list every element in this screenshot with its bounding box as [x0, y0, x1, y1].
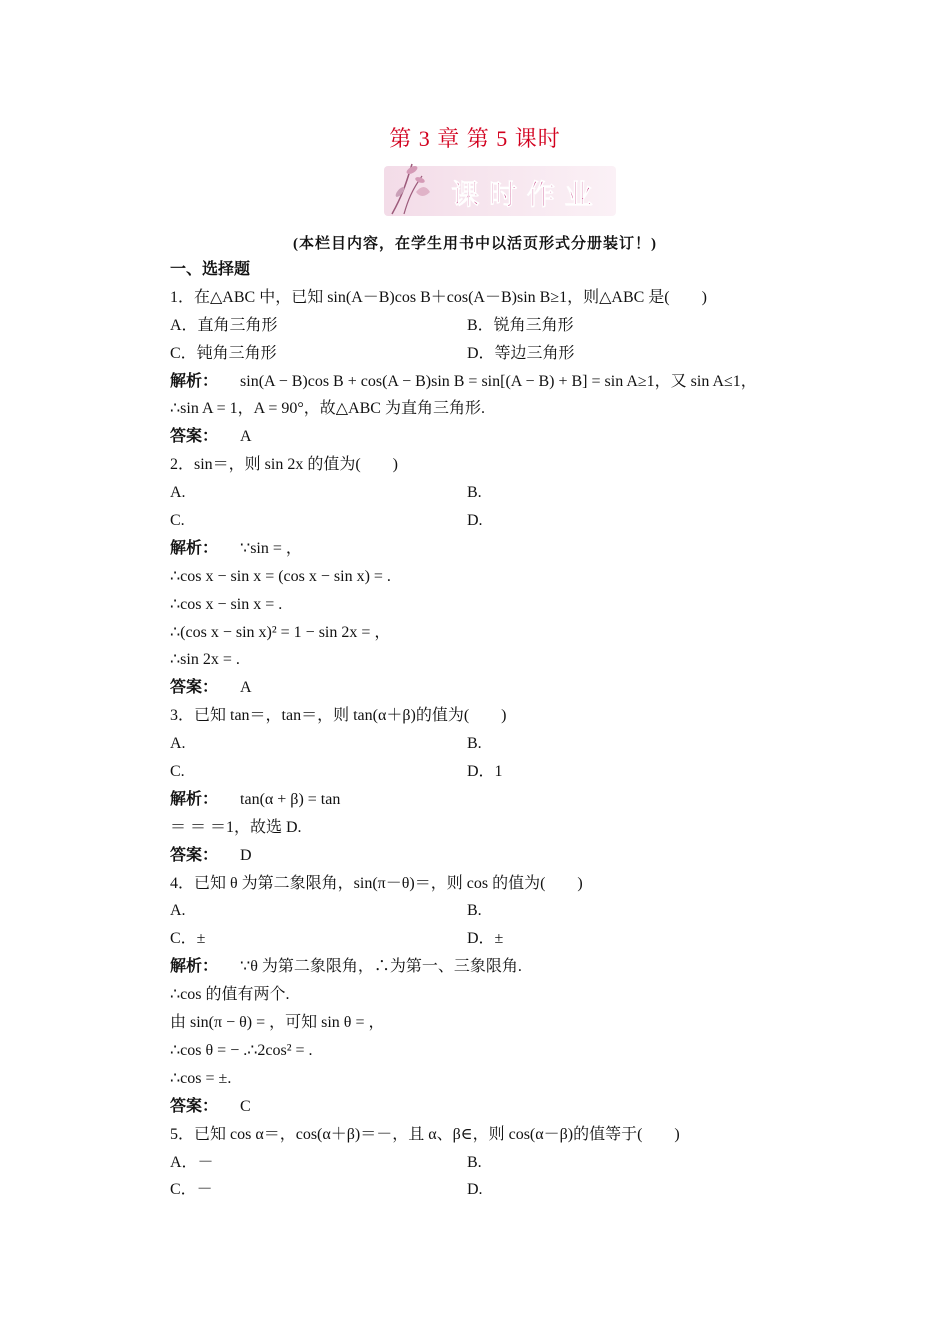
line-text: sin(A − B)cos B + cos(A − B)sin B = sin[(A − B) + B] = sin A≥1，又 sin A≤1， [240, 372, 757, 390]
option-row [170, 312, 790, 340]
line-text: A [240, 679, 252, 697]
option-left: A. [170, 902, 186, 920]
line-label: 解析： [170, 958, 219, 976]
option-row [170, 1149, 790, 1177]
line-label: 答案： [170, 1097, 219, 1115]
text-line: ∴cos θ = − .∴2cos² = . [170, 1041, 313, 1059]
option-row [170, 925, 790, 953]
line-text: A [240, 428, 252, 446]
option-right: D. [467, 512, 483, 530]
text-line: ∴cos x − sin x = . [170, 595, 283, 613]
option-right: D．等边三角形 [467, 344, 575, 362]
option-right: D．± [467, 930, 504, 948]
option-row [170, 340, 790, 368]
labeled-line [170, 535, 790, 563]
text-line: ∴(cos x − sin x)² = 1 − sin 2x = ， [170, 623, 391, 641]
option-left: C．钝角三角形 [170, 344, 277, 362]
option-right: B. [467, 484, 482, 502]
text-line: ∴cos = ±. [170, 1069, 232, 1087]
text-line: 2．sin＝，则 sin 2x 的值为( ) [170, 456, 399, 474]
option-right: B. [467, 1153, 482, 1171]
line-label: 答案： [170, 428, 219, 446]
labeled-line [170, 1093, 790, 1121]
option-left: A. [170, 735, 186, 753]
option-left: C．－ [170, 1181, 213, 1199]
line-text: ∵sin = ， [240, 539, 302, 557]
line-text: D [240, 846, 252, 864]
text-line: 1．在△ABC 中，已知 sin(A－B)cos B＋cos(A－B)sin B≥1，则△ABC 是( ) [170, 288, 707, 306]
option-left: A. [170, 484, 186, 502]
labeled-line [170, 786, 790, 814]
option-right: B．锐角三角形 [467, 316, 574, 334]
option-row [170, 507, 790, 535]
line-label: 解析： [170, 539, 219, 557]
section-heading: 一、选择题 [170, 261, 251, 278]
text-line: ∴sin A = 1，A = 90°，故△ABC 为直角三角形. [170, 400, 485, 418]
text-line: ∴sin 2x = . [170, 651, 240, 669]
option-left: C. [170, 763, 185, 781]
text-line: ＝ ＝ ＝1，故选 D. [170, 818, 302, 836]
exercise-content [170, 256, 790, 1204]
option-right: B. [467, 735, 482, 753]
labeled-line [170, 953, 790, 981]
line-label: 答案： [170, 679, 219, 697]
labeled-line [170, 368, 790, 396]
option-left: A．－ [170, 1153, 214, 1171]
line-label: 解析： [170, 372, 219, 390]
text-line: 由 sin(π − θ) = ，可知 sin θ = ， [170, 1014, 385, 1032]
line-text: ∵θ 为第二象限角，∴为第一、三象限角. [240, 958, 522, 976]
option-row [170, 730, 790, 758]
line-label: 解析： [170, 790, 219, 808]
text-line: ∴cos 的值有两个. [170, 986, 290, 1004]
labeled-line [170, 842, 790, 870]
text-line: 4．已知 θ 为第二象限角，sin(π－θ)＝，则 cos 的值为( ) [170, 874, 583, 892]
labeled-line [170, 423, 790, 451]
option-row [170, 1176, 790, 1204]
option-left: C．± [170, 930, 206, 948]
text-line: 3．已知 tan＝，tan＝，则 tan(α＋β)的值为( ) [170, 707, 507, 725]
text-line: ∴cos x − sin x = (cos x − sin x) = . [170, 567, 391, 585]
option-row [170, 479, 790, 507]
line-label: 答案： [170, 846, 219, 864]
option-row [170, 758, 790, 786]
binding-note: (本栏目内容，在学生用书中以活页形式分册装订！) [293, 236, 657, 252]
line-text: C [240, 1097, 251, 1115]
option-right: B. [467, 902, 482, 920]
line-text: tan(α + β) = tan [240, 790, 341, 808]
banner-graphic [382, 156, 618, 220]
option-left: A．直角三角形 [170, 316, 278, 334]
option-right: D. [467, 1181, 483, 1199]
text-line: 5．已知 cos α＝，cos(α＋β)＝－，且 α、β∈，则 cos(α－β)的值等于( ) [170, 1125, 680, 1143]
option-left: C. [170, 512, 185, 530]
option-right: D．1 [467, 763, 503, 781]
banner-text: 课 时 作 业 [451, 178, 593, 211]
page-title: 第 3 章 第 5 课时 [389, 126, 561, 151]
labeled-line [170, 674, 790, 702]
option-row [170, 897, 790, 925]
